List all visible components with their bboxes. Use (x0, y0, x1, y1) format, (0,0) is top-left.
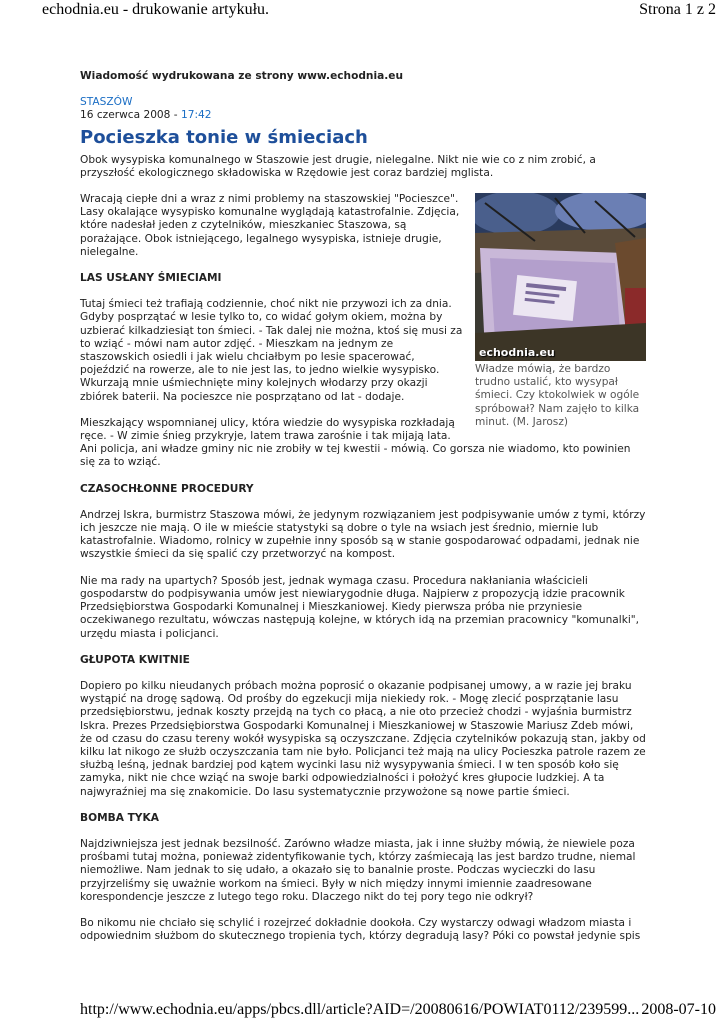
section-heading: LAS USŁANY ŚMIECIAMI (80, 272, 222, 285)
paragraph: Tutaj śmieci też trafiają codziennie, choć nikt nie przywozi ich za dnia. Gdyby posprzątać w lesie tylko to, co widać gołym okiem, można by uzbierać kilkadziesiąt ton śmieci. - Tak dalej nie można, ktoś się musi za to wziąć - mówi nam autor zdjęć. - Mieszkam na jednym ze staszowskich osiedli i jak wielu chciałbym po lesie spacerować, pojeździć na rowerze, ale to nie jest las, to jedno wielkie wysypisko. Wkurzają mnie uśmiechnięte miny kolejnych włodarzy przy okazji zbiórek baterii. Na pocieszce nie posprzątano od lat - dodaje. (80, 298, 463, 403)
header-title: echodnia.eu - drukowanie artykułu. (42, 1, 270, 18)
paragraph: Nie ma rady na upartych? Sposób jest, jednak wymaga czasu. Procedura nakłaniania właścicieli gospodarstw do podpisywania umów jest niewiarygodnie długa. Najpierw z propozycją idzie pracownik Przedsiębiorstwa Gospodarki Komunalnej i Mieszkaniowej. Kiedy pierwsza próba nie przyniesie oczekiwanego rezultatu, wówczas następują kolejne, w których idą na przemian pracownicy "komunalki", urzędu miasta i policjanci. (80, 574, 640, 640)
photo-watermark: echodnia.eu (479, 345, 555, 359)
article-title: Pocieszka tonie w śmieciach (80, 126, 368, 148)
article-photo (475, 193, 646, 361)
section-heading: CZASOCHŁONNE PROCEDURY (80, 482, 254, 495)
paragraph: Bo nikomu nie chciało się schylić i rozejrzeć dokładnie dookoła. Czy wystarczy odwagi władzom miasta i odpowiednim służbom do skutecznego tropienia tych, którzy degradują lasy? Póki co powstał jedynie spis (80, 916, 641, 943)
footer-date: 2008-07-10 (641, 1001, 716, 1018)
paragraph: Andrzej Iskra, burmistrz Staszowa mówi, że jedynym rozwiązaniem jest podpisywanie umów z tymi, którzy ich jeszcze nie mają. O ile w mieście statystyki są dobre o tyle na wsiach jest średnio, miernie lub katastrofalnie. Wiadomo, rolnicy w zupełnie inny sposób są w stanie gospodarować odpadami, jednak nie wszystkie śmieci da się spalić czy przetworzyć na kompost. (80, 508, 646, 561)
paragraph: Wracają ciepłe dni a wraz z nimi problemy na staszowskiej "Pocieszce". Lasy okalające wysypisko komunalne wyglądają katastrofalnie. Zdjęcia, które nadesłał jeden z czytelników, mieszkaniec Staszowa, są porażające. Obok istniejącego, legalnego wysypiska, istnieje drugie, nielegalne. (80, 193, 460, 258)
date-text: 16 czerwca 2008 - (80, 109, 181, 122)
time-text: 17:42 (180, 109, 212, 122)
footer-url: http://www.echodnia.eu/apps/pbcs.dll/article?AID=/20080616/POWIAT0112/239599... (80, 1001, 640, 1018)
header-page-number: Strona 1 z 2 (639, 1, 716, 18)
source-line: Wiadomość wydrukowana ze strony www.echodnia.eu (80, 70, 404, 82)
paragraph: Najdziwniejsza jest jednak bezsilność. Zarówno władze miasta, jak i inne służby mówią, że niewiele poza prośbami tutaj można, ponieważ zidentyfikowanie tych, którzy zaśmiecają las jest bardzo trudne, niemal niemożliwe. Nam jednak to się udało, a okazało się to banalnie proste. Podczas wycieczki do lasu przyjrzeliśmy się uważnie workom na śmieci. Były w nich między innymi imiennie zaadresowane korespondencje jeszcze z lutego tego roku. Dlaczego nikt do tej pory tego nie odkrył? (80, 837, 636, 903)
print-header (0, 0, 724, 24)
article-lead: Obok wysypiska komunalnego w Staszowie jest drugie, nielegalne. Nikt nie wie co z nim zrobić, a przyszłość ekologicznego składowiska w Rzędowie jest coraz bardziej mglista. (80, 153, 596, 179)
trash-photo-illustration (475, 193, 646, 361)
section-heading: GŁUPOTA KWITNIE (80, 653, 190, 666)
paragraph: Mieszkający wspomnianej ulicy, która wiedzie do wysypiska rozkładają ręce. - W zimie śnieg przykryje, latem trawa zarośnie i tak mijają lata. Ani policja, ani władze gminy nic nie zrobiły w tej kwestii - mówią. Co gorsza nie wiadomo, kto powinien się za to wziąć. (80, 416, 631, 469)
photo-box (475, 193, 646, 429)
publish-date (80, 109, 646, 122)
print-footer (0, 1001, 724, 1023)
section-heading: BOMBA TYKA (80, 811, 159, 824)
location-link[interactable]: STASZÓW (80, 96, 133, 109)
article (80, 70, 646, 956)
photo-caption: Władze mówią, że bardzo trudno ustalić, kto wysypał śmieci. Czy ktokolwiek w ogóle spróbował? Nam zajęło to kilka minut. (M. Jarosz) (475, 363, 640, 428)
paragraph: Dopiero po kilku nieudanych próbach można poprosić o okazanie podpisanej umowy, a w razie jej braku wystąpić na drogę sądową. Od prośby do egzekucji mija niekiedy rok. - Mogę zlecić posprzątanie lasu przedsiębiorstwu, jednak koszty przejdą na tych co płacą, a nie oto przecież chodzi - wyjaśnia burmistrz Iskra. Prezes Przedsiębiorstwa Gospodarki Komunalnej i Mieszkaniowej w Staszowie Mariusz Zdeb mówi, że od czasu do czasu tereny wokół wysypiska są oczyszczane. Zdjęcia czytelników pokazują stan, jakby od kilku lat nikogo ze służb oczyszczania tam nie było. Policjanci też mają na ulicy Pocieszka patrole razem ze służbą leśną, jednak bardziej pod kątem wycinki lasu niż wysypywania śmieci. I w ten sposób koło się zamyka, nikt nie chce wziąć na swoje barki odpowiedzialności i położyć kres głupocie ludzkiej. A ta najwyraźniej ma się znakomicie. Do lasu systematycznie przywożone są nowe partie śmieci. (80, 679, 646, 798)
